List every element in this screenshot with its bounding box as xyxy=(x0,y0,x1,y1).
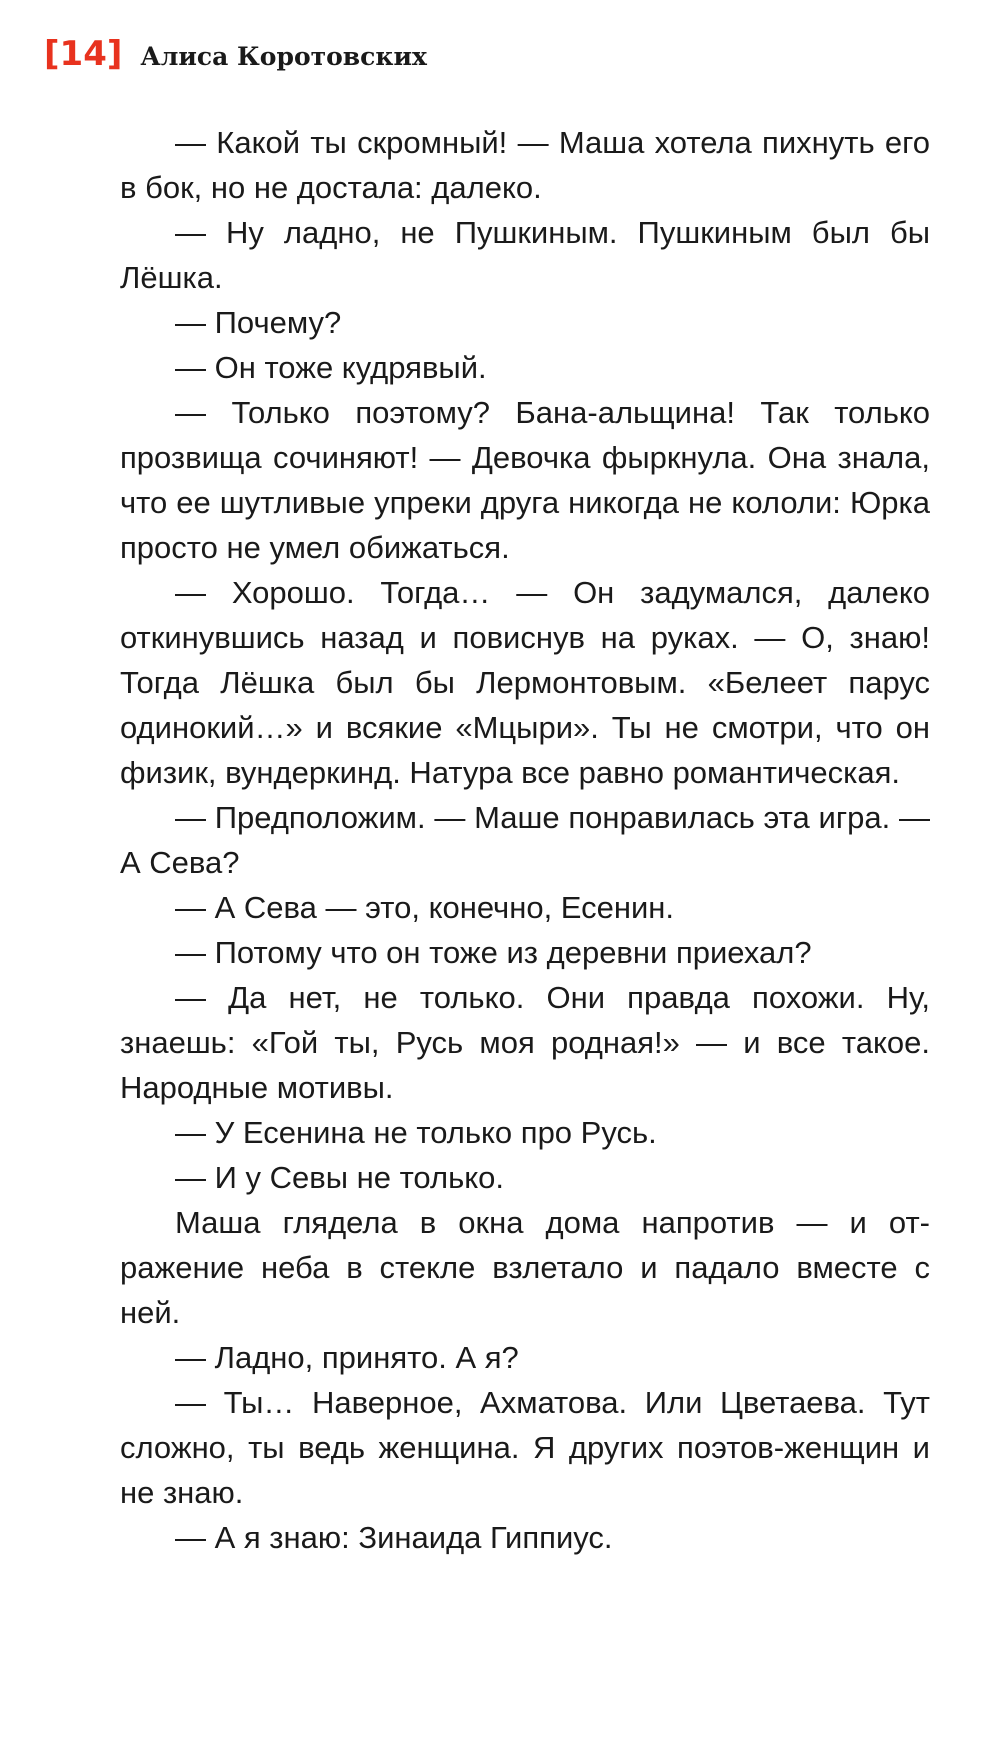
paragraph: — Ты… Наверное, Ахматова. Или Цветаева. Тут сложно, ты ведь женщина. Я других поэтов-женщин и не знаю. xyxy=(120,1385,930,1510)
body-text xyxy=(120,120,930,1560)
page-number: [14] xyxy=(44,34,123,74)
paragraph: — Потому что он тоже из деревни приехал? xyxy=(175,935,812,970)
paragraph: — Почему? xyxy=(175,305,342,340)
paragraph: — Хорошо. Тогда… — Он задумался, далеко откинувшись назад и повиснув на руках. — О, знаю! Тогда Лёшка был бы Лермонтовым. «Белеет парус одинокий…» и всякие «Мцыри». Ты не смотри, что он физик, вундеркинд. Натура все равно романтическая. xyxy=(120,575,930,790)
paragraph: — И у Севы не только. xyxy=(175,1160,504,1195)
paragraph: — Ну ладно, не Пушкиным. Пушкиным был бы Лёшка. xyxy=(120,215,930,295)
paragraph: — А я знаю: Зинаида Гиппиус. xyxy=(175,1520,613,1555)
author-name: Алиса Коротовских xyxy=(140,42,427,71)
running-header xyxy=(44,34,427,82)
paragraph: — Только поэтому? Бана-альщина! Так только прозвища сочиняют! — Девочка фыркнула. Она знала, что ее шутливые упреки друга никогда не кололи: Юрка просто не умел обижаться. xyxy=(120,395,930,565)
paragraph: — Какой ты скромный! — Маша хотела пихнуть его в бок, но не достала: далеко. xyxy=(120,125,930,205)
paragraph: — У Есенина не только про Русь. xyxy=(175,1115,657,1150)
paragraph: — Ладно, принято. А я? xyxy=(175,1340,519,1375)
paragraph: — Он тоже кудрявый. xyxy=(175,350,487,385)
paragraph: Маша глядела в окна дома напротив — и отражение неба в стекле взлетало и падало вместе с ней. xyxy=(120,1205,930,1330)
paragraph: — А Сева — это, конечно, Есенин. xyxy=(175,890,675,925)
paragraph: — Да нет, не только. Они правда похожи. Ну, знаешь: «Гой ты, Русь моя родная!» — и все такое. Народные мотивы. xyxy=(120,980,930,1105)
paragraph: — Предположим. — Маше понравилась эта игра. — А Сева? xyxy=(120,800,930,880)
